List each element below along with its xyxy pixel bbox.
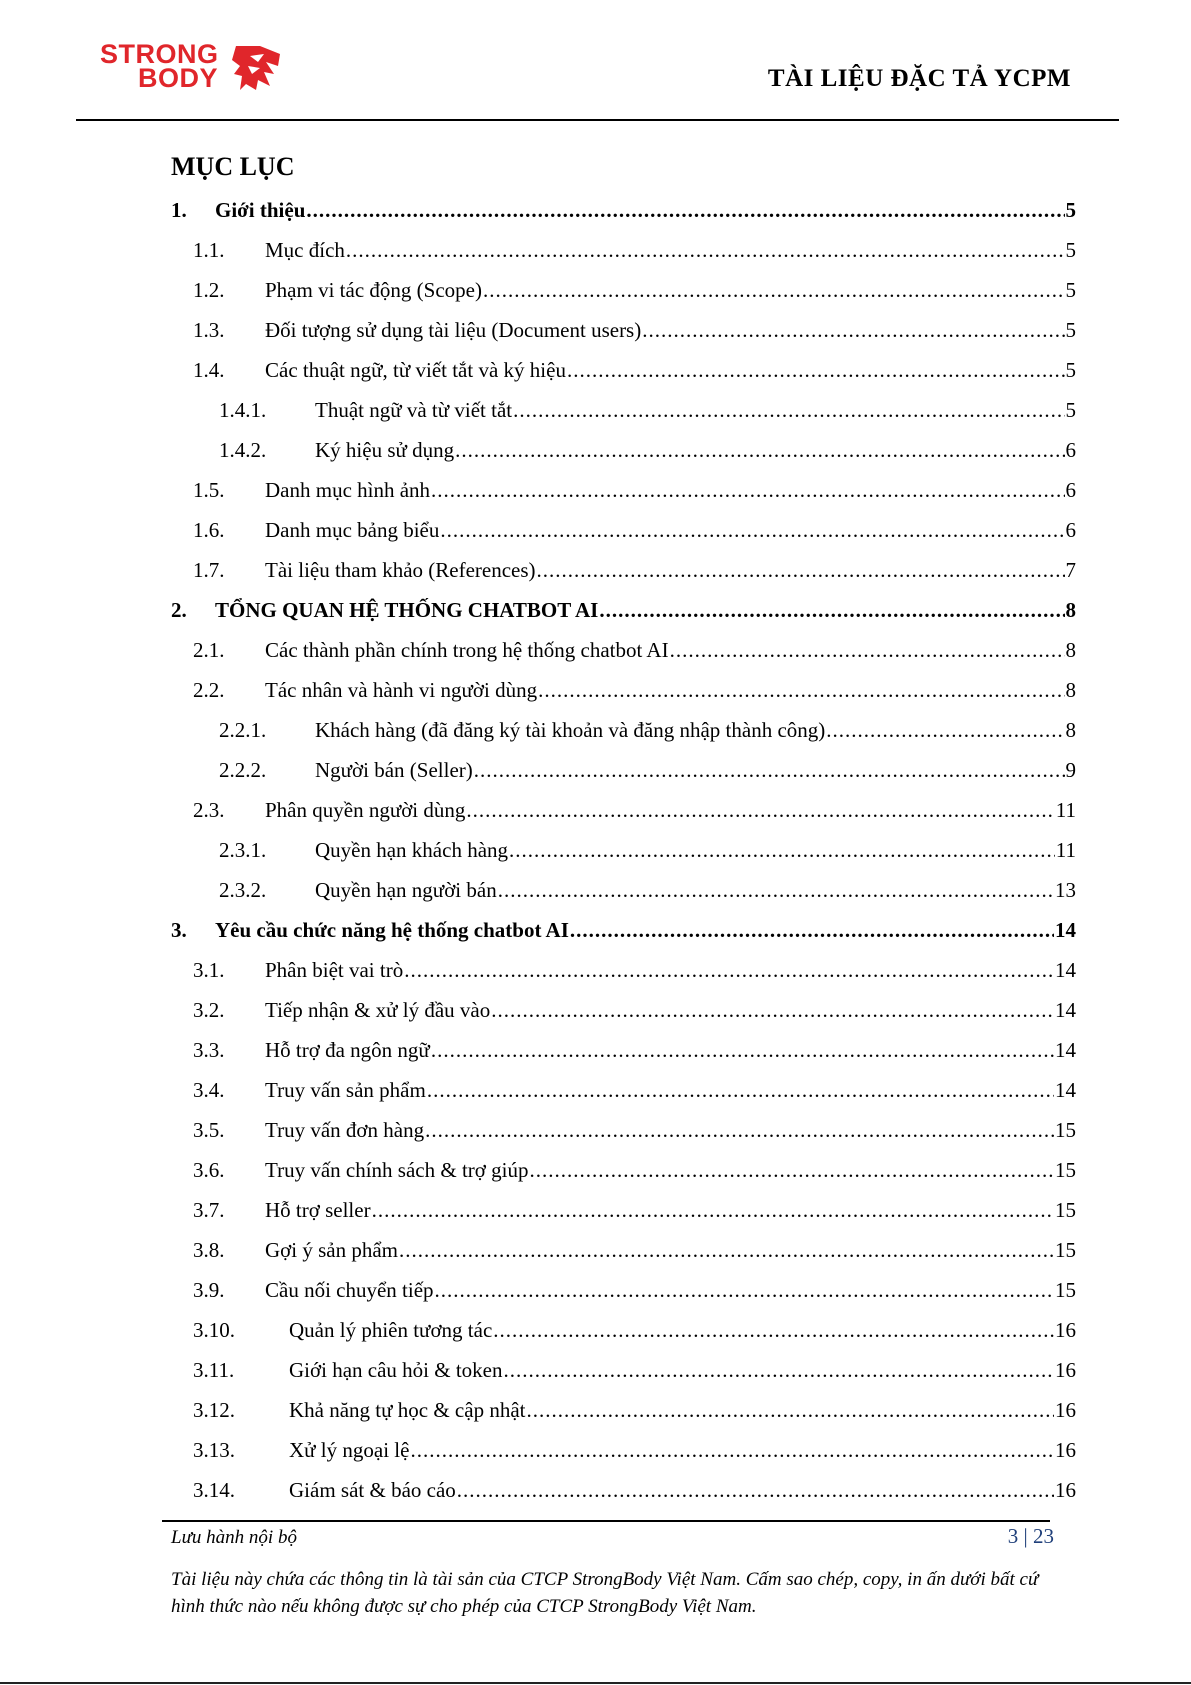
toc-entry-number: 2.2. [193,678,225,702]
toc-dot-leader [431,478,1064,503]
toc-entry-title: Hỗ trợ seller [265,1198,371,1222]
toc-entry-page: 5 [1065,278,1076,302]
toc-entry-page: 5 [1065,238,1076,262]
toc-entry-page: 16 [1055,1398,1076,1422]
toc-entry-title: Mục đích [265,238,345,262]
logo-line-1: STRONG [100,39,219,69]
toc-entry[interactable] [171,1318,1076,1358]
toc-dot-leader [826,718,1064,743]
toc-entry[interactable] [171,238,1076,278]
toc-entry[interactable] [171,998,1076,1038]
toc-entry-page: 15 [1055,1278,1076,1302]
toc-entry-title: Danh mục hình ảnh [265,478,431,502]
toc-entry[interactable] [171,1158,1076,1198]
toc-entry-page: 6 [1065,438,1076,462]
toc-dot-leader [570,918,1054,943]
page-bottom-edge [0,1682,1191,1684]
toc-entry[interactable] [171,838,1076,878]
toc-dot-leader [567,358,1065,383]
footer-divider [162,1520,1050,1522]
toc-entry-page: 8 [1065,598,1076,622]
toc-entry-page: 6 [1065,478,1076,502]
toc-entry-number: 2.2.2. [219,758,267,782]
toc-entry[interactable] [171,638,1076,678]
toc-entry-title: Các thuật ngữ, từ viết tắt và ký hiệu [265,358,566,382]
toc-dot-leader [431,1038,1054,1063]
toc-dot-leader [372,1198,1054,1223]
toc-entry-page: 16 [1055,1318,1076,1342]
toc-entry-page: 7 [1065,558,1076,582]
toc-entry-page: 8 [1065,678,1076,702]
toc-entry-page: 14 [1055,1078,1076,1102]
toc-entry-page: 11 [1055,838,1076,862]
footer-page-number: 3 | 23 [1007,1524,1054,1548]
toc-dot-leader [493,1318,1054,1343]
toc-dot-leader [498,878,1054,903]
toc-entry[interactable] [171,278,1076,318]
toc-entry-number: 1.5. [193,478,225,502]
toc-dot-leader [346,238,1065,263]
header-divider [76,119,1119,121]
toc-entry-number: 1.4. [193,358,225,382]
toc-entry-title: Giới thiệu [215,198,306,222]
toc-entry[interactable] [171,1078,1076,1118]
toc-dot-leader [457,1478,1054,1503]
toc-entry-page: 14 [1055,998,1076,1022]
document-title: TÀI LIỆU ĐẶC TẢ YCPM [767,65,1071,92]
toc-entry-title: Các thành phần chính trong hệ thống chatbot AI [265,638,669,662]
toc-dot-leader [440,518,1064,543]
toc-dot-leader [538,678,1064,703]
toc-dot-leader [466,798,1054,823]
toc-entry-number: 3.3. [193,1038,225,1062]
toc-entry-page: 14 [1055,1038,1076,1062]
logo-wordmark [100,39,219,93]
toc-dot-leader [425,1118,1054,1143]
toc-entry-title: Tiếp nhận & xử lý đầu vào [265,998,491,1022]
toc-entry-number: 3.10. [193,1318,235,1342]
toc-entry-number: 1.3. [193,318,225,342]
toc-entry-title: Đối tượng sử dụng tài liệu (Document users) [265,318,642,342]
toc-entry-number: 3.14. [193,1478,235,1502]
toc-entry-page: 14 [1055,918,1076,942]
toc-entry-title: Ký hiệu sử dụng [315,438,455,462]
toc-dot-leader [455,438,1064,463]
toc-entry[interactable] [171,198,1076,238]
toc-entry-page: 5 [1065,198,1076,222]
toc-entry-page: 14 [1055,958,1076,982]
toc-entry-page: 5 [1065,358,1076,382]
toc-entry-page: 15 [1055,1118,1076,1142]
toc-dot-leader [491,998,1054,1023]
toc-entry-page: 15 [1055,1198,1076,1222]
toc-entry[interactable] [171,678,1076,718]
toc-entry-number: 3.5. [193,1118,225,1142]
toc-entry[interactable] [171,438,1076,478]
toc-entry-page: 5 [1065,398,1076,422]
toc-entry[interactable] [171,1038,1076,1078]
toc-dot-leader [399,1238,1054,1263]
toc-entry-title: Phân biệt vai trò [265,958,404,982]
toc-entry-title: Quyền hạn khách hàng [315,838,509,862]
toc-entry-number: 1.1. [193,238,225,262]
logo-line-2: BODY [138,63,219,93]
toc-entry-title: Yêu cầu chức năng hệ thống chatbot AI [215,918,569,942]
toc-entry-page: 16 [1055,1478,1076,1502]
toc-entry-number: 3.4. [193,1078,225,1102]
toc-entry-title: Tác nhân và hành vi người dùng [265,678,538,702]
toc-entry-title: Hỗ trợ đa ngôn ngữ [265,1038,430,1062]
toc-dot-leader [670,638,1065,663]
toc-entry-number: 3.8. [193,1238,225,1262]
toc-dot-leader [526,1398,1054,1423]
toc-entry-page: 11 [1055,798,1076,822]
footer-confidentiality-note: Tài liệu này chứa các thông tin là tài sản của CTCP StrongBody Việt Nam. Cấm sao chép, copy, in ấn dưới bất cứ hình thức nào nếu không được sự cho phép của CTCP StrongBody Việt Nam. [171,1569,1039,1617]
lion-head-icon [230,44,282,92]
toc-dot-leader [306,198,1064,223]
toc-entry-number: 1.2. [193,278,225,302]
toc-entry-page: 5 [1065,318,1076,342]
toc-entry-number: 2.2.1. [219,718,267,742]
toc-entry-number: 3.13. [193,1438,235,1462]
toc-entry-title: Xử lý ngoại lệ [289,1438,410,1462]
toc-entry-title: Phạm vi tác động (Scope) [265,278,482,302]
toc-dot-leader [529,1158,1054,1183]
toc-entry-page: 16 [1055,1358,1076,1382]
toc-entry[interactable] [171,918,1076,958]
toc-entry-page: 16 [1055,1438,1076,1462]
toc-entry[interactable] [171,1358,1076,1398]
toc-entry-page: 15 [1055,1238,1076,1262]
logo [100,39,290,98]
toc-entry[interactable] [171,1118,1076,1158]
toc-entry-page: 8 [1065,638,1076,662]
toc-entry-number: 1.4.1. [219,398,267,422]
toc-entry-number: 1.4.2. [219,438,267,462]
toc-entry[interactable] [171,798,1076,838]
toc-entry[interactable] [171,718,1076,758]
toc-entry[interactable] [171,1198,1076,1238]
toc-entry-title: Khả năng tự học & cập nhật [289,1398,526,1422]
toc-entry-title: Phân quyền người dùng [265,798,466,822]
toc-entry-number: 1.7. [193,558,225,582]
toc-entry-number: 2.3.2. [219,878,267,902]
toc-entry-page: 8 [1065,718,1076,742]
toc-heading: MỤC LỤC [171,152,295,181]
toc-entry-title: Quản lý phiên tương tác [289,1318,493,1342]
toc-entry-title: Giới hạn câu hỏi & token [289,1358,503,1382]
table-of-contents [171,198,1076,1518]
toc-entry[interactable] [171,1278,1076,1318]
toc-entry-page: 6 [1065,518,1076,542]
toc-entry[interactable] [171,558,1076,598]
toc-entry-page: 15 [1055,1158,1076,1182]
toc-entry[interactable] [171,518,1076,558]
toc-entry-number: 2. [171,598,187,622]
toc-entry-number: 2.3. [193,798,225,822]
toc-entry-title: Danh mục bảng biểu [265,518,440,542]
toc-entry-title: Gợi ý sản phẩm [265,1238,399,1262]
toc-entry-title: Người bán (Seller) [315,758,473,782]
toc-entry-number: 3. [171,918,187,942]
toc-dot-leader [474,758,1065,783]
toc-entry-title: Giám sát & báo cáo [289,1478,456,1502]
toc-dot-leader [435,1278,1054,1303]
toc-entry[interactable] [171,758,1076,798]
toc-entry-number: 3.9. [193,1278,225,1302]
toc-dot-leader [503,1358,1054,1383]
toc-dot-leader [642,318,1064,343]
toc-entry[interactable] [171,1478,1076,1518]
toc-dot-leader [509,838,1055,863]
toc-entry-number: 3.12. [193,1398,235,1422]
toc-dot-leader [599,598,1064,623]
toc-entry-title: Tài liệu tham khảo (References) [265,558,536,582]
toc-entry[interactable] [171,878,1076,918]
footer-circulation-label: Lưu hành nội bộ [171,1527,297,1548]
toc-entry-title: Quyền hạn người bán [315,878,497,902]
toc-dot-leader [513,398,1064,423]
toc-entry-page: 9 [1065,758,1076,782]
toc-entry-title: TỔNG QUAN HỆ THỐNG CHATBOT AI [215,598,599,622]
toc-entry[interactable] [171,478,1076,518]
toc-entry[interactable] [171,358,1076,398]
toc-entry-number: 3.7. [193,1198,225,1222]
toc-entry-title: Truy vấn chính sách & trợ giúp [265,1158,529,1182]
toc-dot-leader [404,958,1054,983]
toc-entry-number: 2.1. [193,638,225,662]
toc-entry-title: Truy vấn đơn hàng [265,1118,425,1142]
toc-entry-number: 1.6. [193,518,225,542]
toc-dot-leader [537,558,1065,583]
toc-dot-leader [483,278,1065,303]
toc-entry-title: Thuật ngữ và từ viết tắt [315,398,513,422]
toc-entry-number: 2.3.1. [219,838,267,862]
toc-entry[interactable] [171,398,1076,438]
toc-entry-number: 3.2. [193,998,225,1022]
toc-entry-title: Cầu nối chuyển tiếp [265,1278,434,1302]
toc-dot-leader [410,1438,1054,1463]
toc-entry[interactable] [171,318,1076,358]
toc-entry-number: 3.11. [193,1358,235,1382]
toc-entry-page: 13 [1055,878,1076,902]
toc-entry-title: Khách hàng (đã đăng ký tài khoản và đăng nhập thành công) [315,718,826,742]
toc-entry[interactable] [171,1398,1076,1438]
toc-entry-number: 3.1. [193,958,225,982]
toc-entry-number: 1. [171,198,187,222]
toc-entry[interactable] [171,1238,1076,1278]
toc-entry-title: Truy vấn sản phẩm [265,1078,426,1102]
toc-dot-leader [427,1078,1054,1103]
toc-entry[interactable] [171,1438,1076,1478]
toc-entry[interactable] [171,598,1076,638]
toc-entry-number: 3.6. [193,1158,225,1182]
toc-entry[interactable] [171,958,1076,998]
